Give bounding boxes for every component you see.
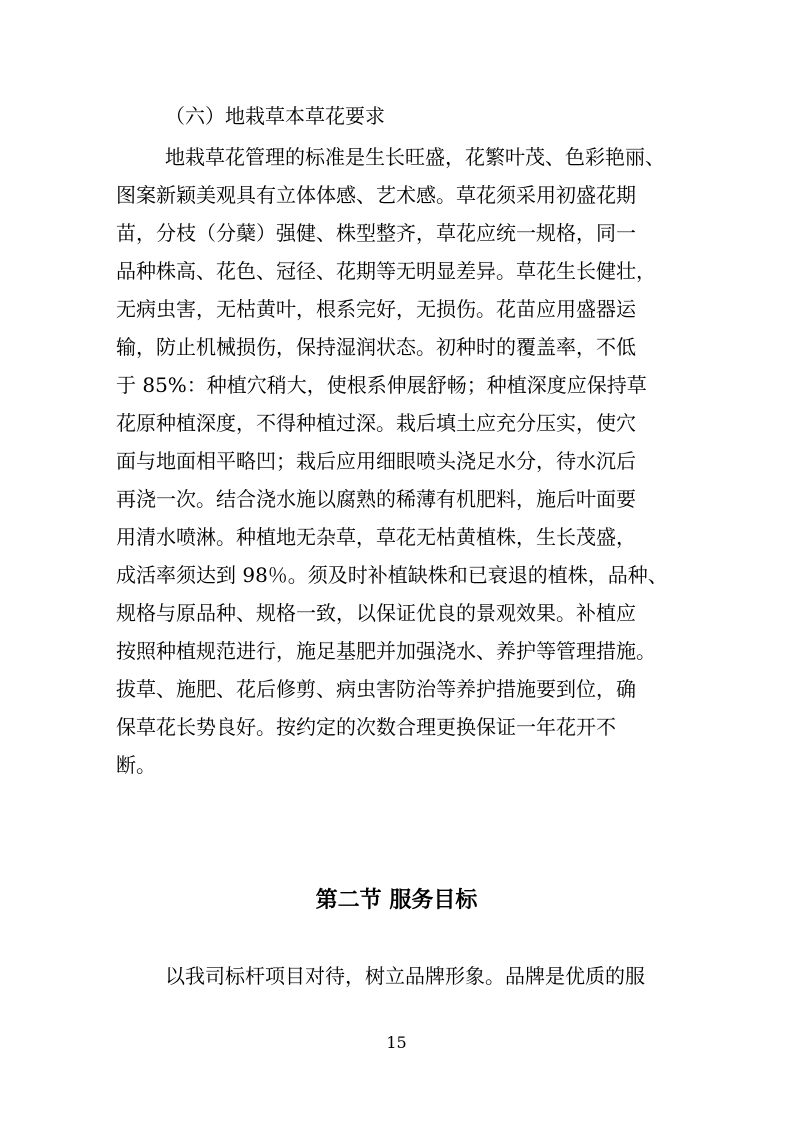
page-number: 15 [386, 1033, 407, 1052]
paragraph-line: 按照种植规范进行，施足基肥并加强浇水、养护等管理措施。 [116, 639, 656, 663]
paragraph-line: 成活率须达到 98％。须及时补植缺株和已衰退的植株，品种、 [116, 563, 668, 587]
section-title: 第二节 服务目标 [315, 888, 478, 913]
paragraph-line: 面与地面相平略凹；栽后应用细眼喷头浇足水分，待水沉后 [116, 449, 636, 473]
paragraph-line: 地栽草花管理的标准是生长旺盛，花繁叶茂、色彩艳丽、 [165, 145, 665, 169]
paragraph-line: 拔草、施肥、花后修剪、病虫害防治等养护措施要到位，确 [116, 677, 636, 701]
paragraph-line: 断。 [116, 753, 156, 777]
paragraph-line: 以我司标杆项目对待，树立品牌形象。品牌是优质的服 [165, 964, 645, 988]
paragraph-line: 保草花长势良好。按约定的次数合理更换保证一年花开不 [116, 715, 616, 739]
paragraph-line: 花原种植深度，不得种植过深。栽后填土应充分压实，使穴 [116, 411, 636, 435]
subheading: （六）地栽草本草花要求 [165, 104, 385, 128]
paragraph-line: 无病虫害，无枯黄叶，根系完好，无损伤。花苗应用盛器运 [116, 297, 636, 321]
paragraph-line: 于 85%：种植穴稍大，使根系伸展舒畅；种植深度应保持草 [116, 373, 647, 397]
paragraph-line: 输，防止机械损伤，保持湿润状态。初种时的覆盖率，不低 [116, 335, 636, 359]
paragraph-line: 规格与原品种、规格一致，以保证优良的景观效果。补植应 [116, 601, 636, 625]
paragraph-line: 苗，分枝（分蘖）强健、株型整齐，草花应统一规格，同一 [116, 221, 636, 245]
paragraph-line: 用清水喷淋。种植地无杂草，草花无枯黄植株，生长茂盛， [116, 525, 636, 549]
paragraph-line: 图案新颖美观具有立体体感、艺术感。草花须采用初盛花期 [116, 183, 636, 207]
paragraph-line: 品种株高、花色、冠径、花期等无明显差异。草花生长健壮， [116, 259, 656, 283]
paragraph-line: 再浇一次。结合浇水施以腐熟的稀薄有机肥料，施后叶面要 [116, 487, 636, 511]
